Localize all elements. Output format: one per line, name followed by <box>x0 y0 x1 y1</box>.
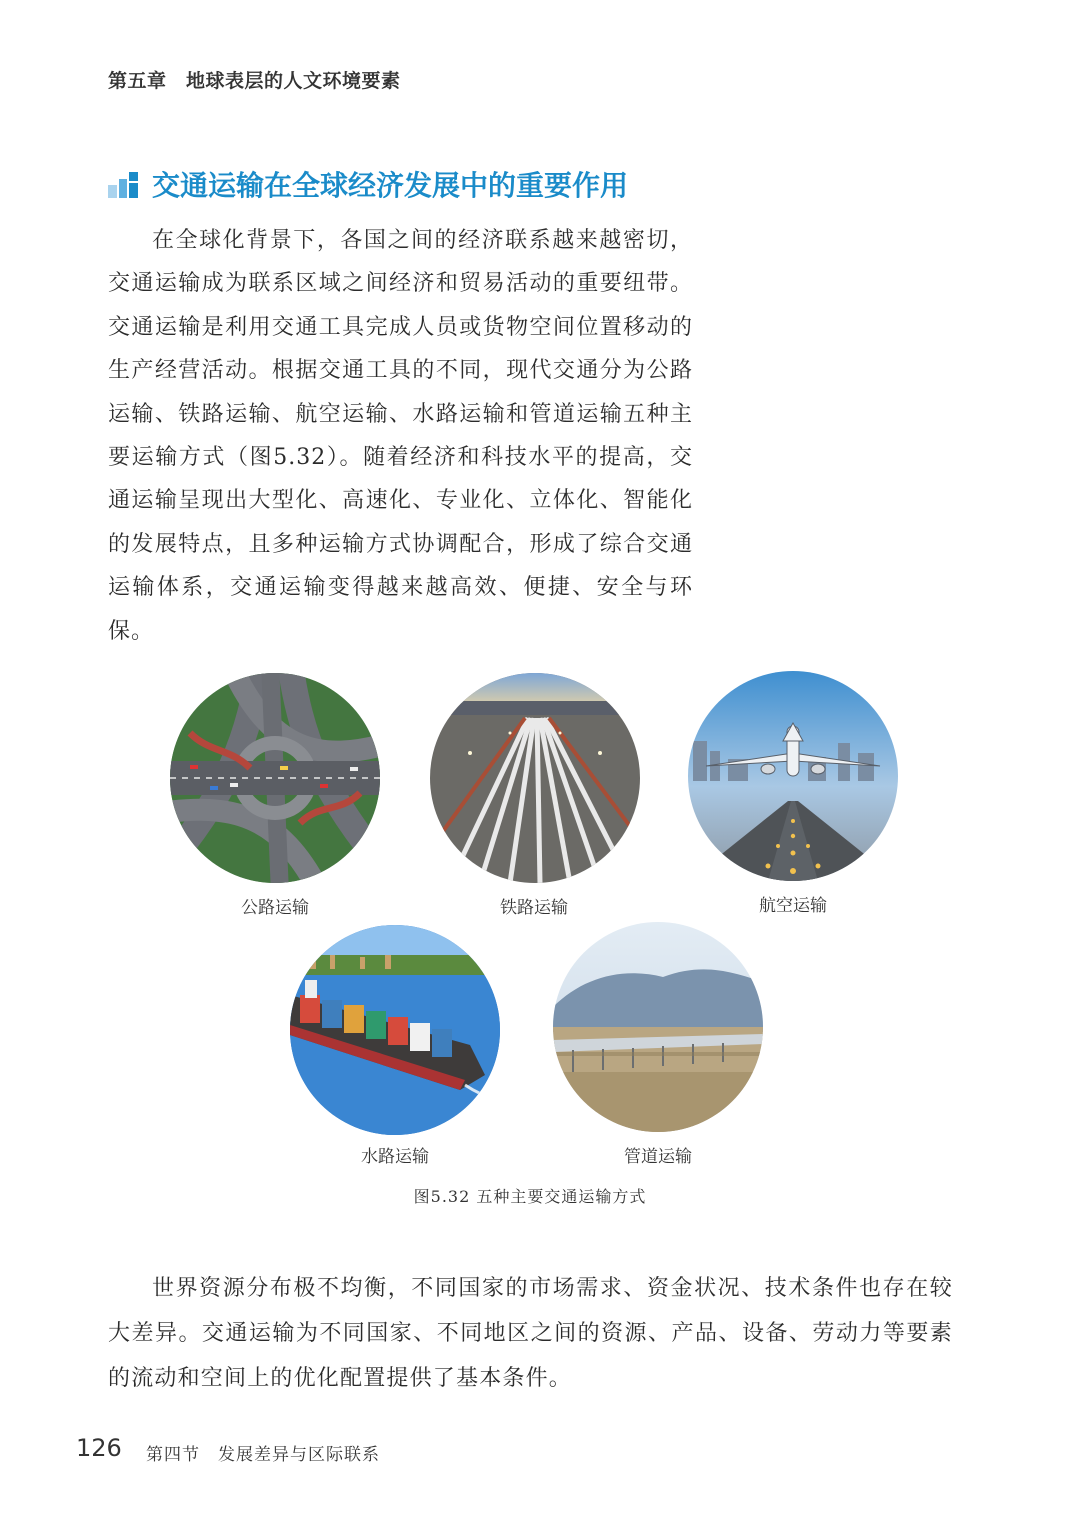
railway-photo <box>430 673 640 883</box>
photo-caption: 铁路运输 <box>500 898 568 918</box>
section-blocks-icon <box>108 172 138 198</box>
pipeline-photo <box>553 922 763 1132</box>
photo-caption: 公路运输 <box>241 898 309 918</box>
photo-caption: 水路运输 <box>361 1147 429 1167</box>
figure-caption: 图5.32 五种主要交通运输方式 <box>413 1187 647 1206</box>
waterway-photo <box>290 925 500 1135</box>
photo-caption: 航空运输 <box>759 896 827 916</box>
body-paragraph-2: 世界资源分布极不均衡，不同国家的市场需求、资金状况、技术条件也存在较大差异。交通运输为不同国家、不同地区之间的资源、产品、设备、劳动力等要素的流动和空间上的优化配置提供了基本条件。 <box>108 1276 953 1391</box>
chapter-header: 第五章 地球表层的人文环境要素 <box>108 70 401 92</box>
aviation-photo <box>688 671 898 881</box>
page-number: 126 <box>76 1434 122 1462</box>
photo-caption: 管道运输 <box>624 1147 692 1167</box>
section-title: 交通运输在全球经济发展中的重要作用 <box>152 169 629 202</box>
highway-photo <box>170 673 380 883</box>
footer-section-title: 第四节 发展差异与区际联系 <box>146 1445 380 1465</box>
body-paragraph-1: 在全球化背景下，各国之间的经济联系越来越密切，交通运输成为联系区域之间经济和贸易活动的重要纽带。交通运输是利用交通工具完成人员或货物空间位置移动的生产经营活动。根据交通工具的不同，现代交通分为公路运输、铁路运输、航空运输、水路运输和管道运输五种主要运输方式（图5.32）。随着经济和科技水平的提高，交通运输呈现出大型化、高速化、专业化、立体化、智能化的发展特点，且多种运输方式协调配合，形成了综合交通运输体系，交通运输变得越来越高效、便捷、安全与环保。 <box>108 228 693 644</box>
